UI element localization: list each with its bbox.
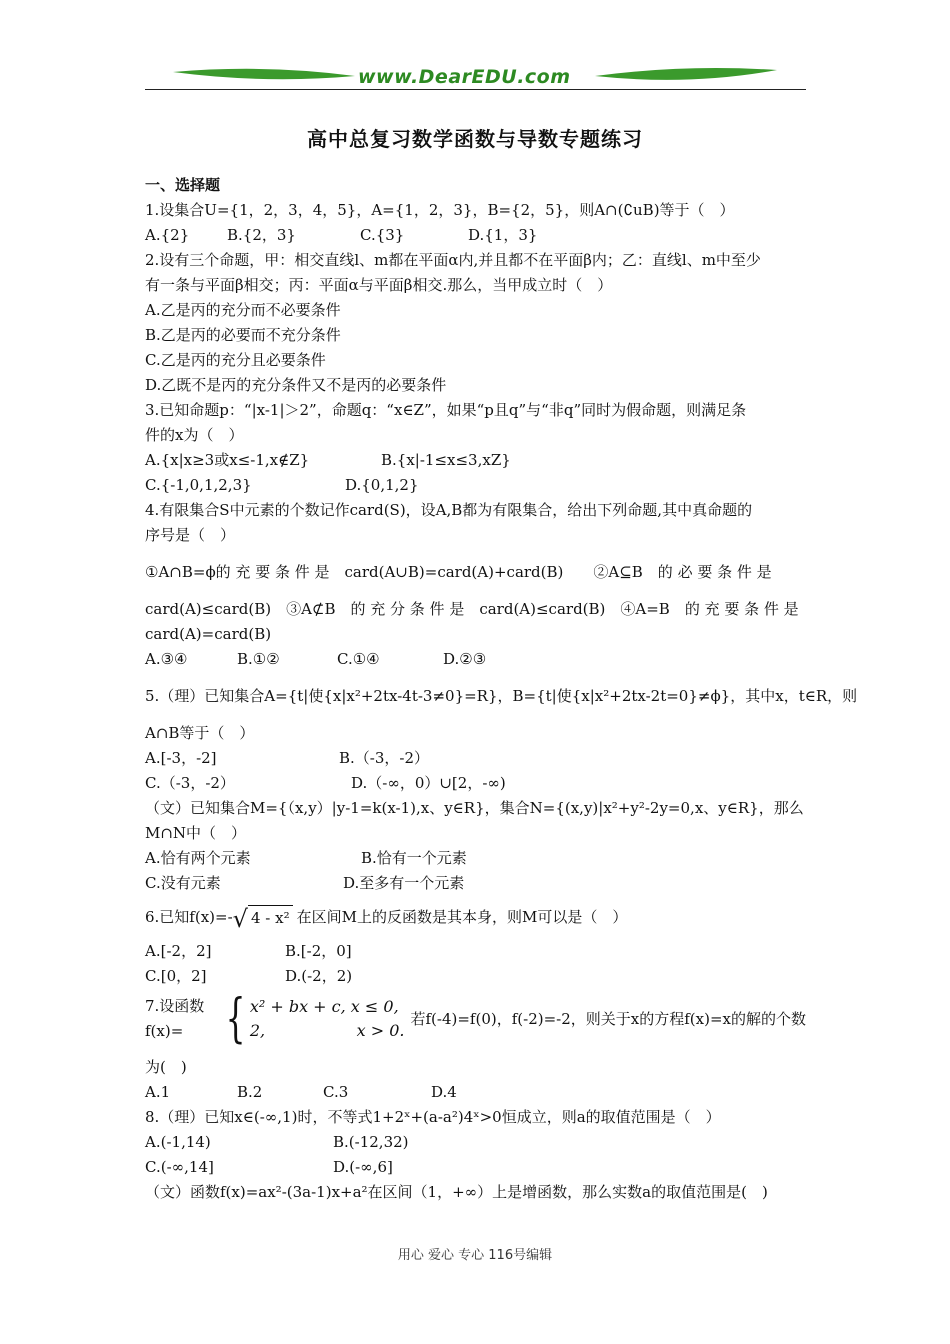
site-header [145,62,806,92]
q5-option-b: B.（-3，-2） [339,749,430,767]
q5-wen-options-row2 [145,871,806,896]
q7-stem-end: 为( ) [145,1058,187,1076]
q4-stem-line2: 序号是（ ） [145,526,236,544]
section-heading: 一、选择题 [145,176,221,194]
q1-options [145,223,806,248]
q4-statements-line2: card(A)≤card(B) ③A⊄B 的 充 分 条 件 是 card(A)≤card(B) ④A=B 的 充 要 条 件 是 [145,600,799,618]
q7-stem-start: 7.设函数f(x)= [145,997,205,1040]
q4-options [145,647,806,672]
q7-options [145,1080,806,1105]
q6-option-c: C.[0，2] [145,967,207,985]
q5-wen-option-a: A.恰有两个元素 [145,849,251,867]
q8-options-row2 [145,1155,806,1180]
page-footer: 用心 爱心 专心 116号编辑 [397,1248,553,1263]
q2-option-d: D.乙既不是丙的充分条件又不是丙的必要条件 [145,376,447,394]
q8-wen-stem: （文）函数f(x)=ax²-(3a-1)x+a²在区间（1，+∞）上是增函数，那么实数a的取值范围是( ) [145,1183,768,1201]
q5-option-d: D.（-∞，0）∪[2，-∞) [351,774,506,792]
q7-stem-middle: 若f(-4)=f(0)，f(-2)=-2，则关于x的方程f(x)=x的解的个数 [410,1009,806,1028]
q7-case-2: 2, x > 0. [249,1021,405,1040]
q4-statements-line1: ①A∩B=ϕ的 充 要 条 件 是 card(A∪B)=card(A)+card(B) ②A⊆B 的 必 要 条 件 是 [145,563,772,581]
q2-option-a: A.乙是丙的充分而不必要条件 [145,301,341,319]
q3-option-b: B.{x|-1≤x≤3,xZ} [381,451,511,469]
q4-option-d: D.②③ [443,650,487,668]
q6-stem [145,902,806,933]
header-logo-text: www.DearEDU.com [358,66,571,88]
q5-wen-stem-line1: （文）已知集合M={（x,y）|y-1=k(x-1),x、y∈R}，集合N={(x,y)|x²+y²-2y=0,x、y∈R}，那么 [145,799,804,817]
q3-options-row2 [145,473,806,498]
q2-option-c: C.乙是丙的充分且必要条件 [145,351,326,369]
q1-option-d: D.{1，3} [468,226,538,244]
q5-option-c: C.（-3，-2） [145,774,235,792]
q5-option-a: A.[-3，-2] [145,749,217,767]
q4-option-a: A.③④ [145,650,188,668]
q4-statements-line3: card(A)=card(B) [145,625,272,643]
q3-stem-line1: 3.已知命题p：“|x-1|＞2”，命题q：“x∈Z”，如果“p且q”与“非q”同时为假命题，则满足条 [145,401,747,419]
q2-option-b: B.乙是丙的必要而不充分条件 [145,326,341,344]
document-body [145,173,858,1205]
q5-options-row2 [145,771,806,796]
q7-option-a: A.1 [145,1083,171,1101]
q5-wen-option-d: D.至多有一个元素 [343,874,465,892]
q7-case-1: x² + bx + c, x ≤ 0, [249,997,399,1016]
q5-wen-stem-line2: M∩N中（ ） [145,824,247,842]
q6-options-row2 [145,964,806,989]
q7-piecewise-cases [250,995,405,1043]
q6-option-a: A.[-2，2] [145,942,212,960]
page-title: 高中总复习数学函数与导数专题练习 [307,127,643,151]
q6-option-b: B.[-2，0] [285,942,352,960]
q5-options-row1 [145,746,806,771]
q6-options-row1 [145,939,806,964]
q3-option-c: C.{-1,0,1,2,3} [145,476,252,494]
q8-option-a: A.(-1,14) [145,1133,211,1151]
q5-wen-option-b: B.恰有一个元素 [361,849,467,867]
q5-wen-options-row1 [145,846,806,871]
q5-stem-line2: A∩B等于（ ） [145,724,255,742]
q7-stem [145,989,806,1049]
q4-stem-line1: 4.有限集合S中元素的个数记作card(S)，设A,B都为有限集合，给出下列命题,其中真命题的 [145,501,753,519]
q3-option-d: D.{0,1,2} [345,476,419,494]
q4-option-c: C.①④ [337,650,380,668]
q7-option-b: B.2 [237,1083,263,1101]
q6-stem-end: 在区间M上的反函数是其本身，则M可以是（ ） [296,908,628,926]
q3-option-a: A.{x|x≥3或x≤-1,x∉Z} [145,451,310,469]
q8-option-c: C.(-∞,14] [145,1158,214,1176]
left-brace-icon: { [225,989,246,1049]
q1-option-b: B.{2，3} [227,226,296,244]
q6-sqrt-expression [233,905,293,931]
q8-option-b: B.(-12,32) [333,1133,409,1151]
sqrt-icon: √ [232,904,248,933]
q6-option-d: D.(-2，2) [285,967,353,985]
q4-option-b: B.①② [237,650,280,668]
header-rule [145,89,806,90]
q3-options-row1 [145,448,806,473]
q6-stem-start: 6.已知f(x)=- [145,908,233,926]
q8-options-row1 [145,1130,806,1155]
q7-option-d: D.4 [431,1083,457,1101]
q1-stem: 1.设集合U={1，2，3，4，5}，A={1，2，3}，B={2，5}，则A∩(∁uB)等于（ ） [145,201,735,219]
q8-option-d: D.(-∞,6] [333,1158,393,1176]
q6-sqrt-body: 4 - x² [248,905,293,931]
q1-option-a: A.{2} [145,226,190,244]
q5-stem-line1: 5.（理）已知集合A={t|使{x|x²+2tx-4t-3≠0}=R}，B={t|使{x|x²+2tx-2t=0}≠ϕ}，其中x，t∈R，则 [145,687,858,705]
q2-stem-line2: 有一条与平面β相交；丙：平面α与平面β相交.那么，当甲成立时（ ） [145,276,613,294]
q2-stem-line1: 2.设有三个命题，甲：相交直线l、m都在平面α内,并且都不在平面β内；乙：直线l、m中至少 [145,251,761,269]
q7-option-c: C.3 [323,1083,349,1101]
q1-option-c: C.{3} [360,226,405,244]
q8-stem: 8.（理）已知x∈(-∞,1)时，不等式1+2ˣ+(a-a²)4ˣ>0恒成立，则a的取值范围是（ ） [145,1108,721,1126]
q3-stem-line2: 件的x为（ ） [145,426,244,444]
q5-wen-option-c: C.没有元素 [145,874,221,892]
